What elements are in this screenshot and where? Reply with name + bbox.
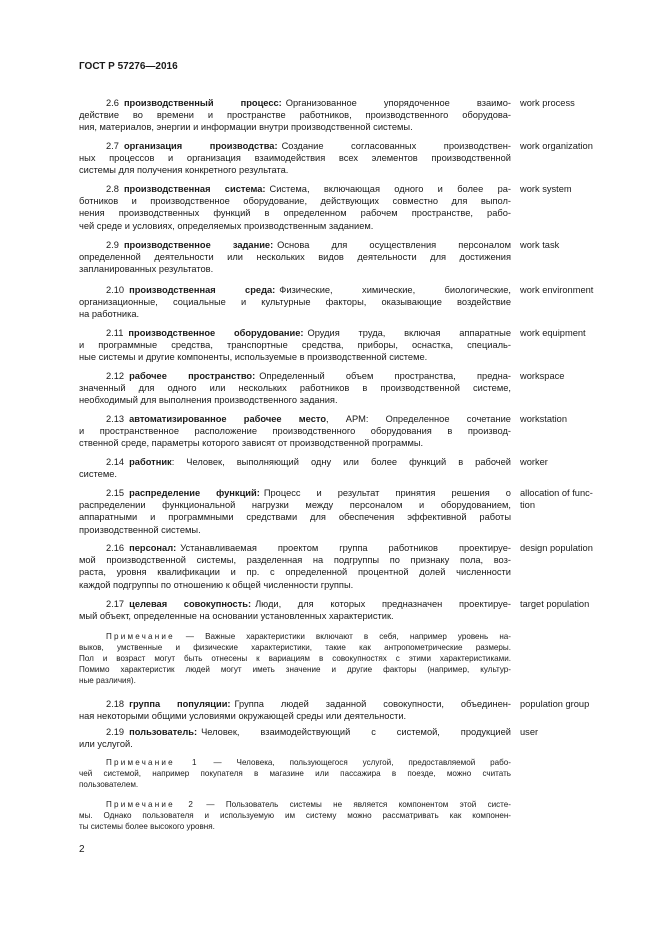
english-equivalent — [520, 726, 620, 738]
definition-number: 2.13 — [106, 414, 125, 424]
english-equivalent — [520, 542, 620, 554]
definition-entry — [79, 97, 511, 134]
definition-entry — [79, 598, 511, 622]
definition-term: пользователь: — [129, 727, 198, 737]
english-term: design population — [520, 543, 593, 553]
definition-text: Организованное упорядоченное взаимо- — [285, 98, 511, 108]
definition-term: автоматизированное рабочее место — [129, 414, 326, 424]
definition-text-line: определенной деятельности или нескольких видов деятельности для достижения — [79, 252, 511, 263]
definition-text-line: каждой подгруппы по отношению к общей численности группы. — [79, 579, 354, 590]
english-term: work system — [520, 184, 572, 194]
english-term: target population — [520, 599, 590, 609]
note-text: — Пользователь системы не является компонентом этой систе- — [195, 800, 511, 809]
definition-first-line — [79, 487, 511, 499]
definition-term: производственный процесс: — [123, 98, 282, 108]
definition-text-line: и программные средства, транспортные средства, приборы, оснастка, специаль- — [79, 340, 511, 351]
english-equivalent — [520, 698, 620, 710]
english-equivalent — [520, 487, 620, 511]
definition-term: рабочее пространство: — [129, 371, 256, 381]
english-term: work task — [520, 240, 560, 250]
definition-text-line: производственной системы. — [79, 524, 201, 535]
definition-first-line — [79, 97, 511, 109]
definition-entry — [79, 284, 511, 321]
definition-text-line: необходимый для выполнения производственного задания. — [79, 395, 338, 406]
definition-term: организация производства: — [123, 141, 278, 151]
note-text: — Важные характеристики включают в себя, например уровень на- — [174, 632, 511, 641]
definition-first-line — [79, 284, 511, 296]
note-label: Примечание 2 — [106, 800, 196, 809]
english-term: population group — [520, 699, 590, 709]
note-block — [79, 800, 511, 833]
definition-entry — [79, 370, 511, 407]
definition-term: персонал: — [129, 543, 177, 553]
definition-entry — [79, 239, 511, 276]
definition-text: Процесс и результат принятия решения о — [263, 488, 511, 498]
definition-entry — [79, 698, 511, 722]
definition-number: 2.8 — [106, 184, 119, 194]
definition-number: 2.15 — [106, 488, 125, 498]
definition-text-line: значенный для одного или нескольких работников в производственной системе, — [79, 383, 511, 394]
definition-number: 2.10 — [106, 285, 125, 295]
definition-text: Создание согласованных производствен- — [281, 141, 511, 151]
definition-text: Люди, для которых предназначен проектируе- — [255, 599, 511, 609]
definition-text: Физические, химические, биологические, — [279, 285, 511, 295]
definition-number: 2.6 — [106, 98, 119, 108]
definition-text-line: ные системы и другие компоненты, используемые в производственной системе. — [79, 352, 428, 363]
english-equivalent — [520, 284, 620, 296]
definition-first-line — [79, 327, 511, 339]
english-term: work equipment — [520, 328, 586, 338]
definition-text-line: мый объект, определенные на основании установленных характеристик. — [79, 611, 394, 622]
english-equivalent — [520, 327, 620, 339]
english-equivalent — [520, 598, 620, 610]
english-equivalent — [520, 456, 620, 468]
definition-text: Устанавливаемая проектом группа работников проектируе- — [180, 543, 511, 553]
definition-text: Группа людей заданной совокупности, объединен- — [234, 699, 511, 709]
english-term: work environment — [520, 285, 594, 295]
definition-number: 2.16 — [106, 543, 125, 553]
definition-text-line: системы для получения конкретного результата. — [79, 165, 289, 176]
english-term: work process — [520, 98, 575, 108]
definition-text-line: организационные, социальные и культурные факторы, оказывающие воздействие — [79, 297, 511, 308]
definition-text-line: мой производственной системы, разделенная на подгруппы по признаку пола, воз- — [79, 555, 511, 566]
definition-first-line — [79, 598, 511, 610]
note-text-line: ты системы более высокого уровня. — [79, 821, 215, 831]
definition-term: производственное оборудование: — [128, 328, 304, 338]
definition-entry — [79, 413, 511, 450]
definition-first-line — [79, 698, 511, 710]
note-text-line: ные различия). — [79, 675, 136, 685]
english-equivalent — [520, 140, 620, 152]
definition-text: Система, включающая одного и более ра- — [269, 184, 512, 194]
definition-entry — [79, 140, 511, 177]
definition-text-line: раста, уровня квалификации и пр. с определенной процентной долей численности — [79, 567, 511, 578]
note-first-line — [79, 800, 511, 811]
definition-text-line: распределении функциональной нагрузки между персоналом и оборудованием, — [79, 500, 511, 511]
english-equivalent — [520, 239, 620, 251]
english-equivalent — [520, 370, 620, 382]
definition-entry — [79, 542, 511, 591]
english-equivalent — [520, 413, 620, 425]
definition-number: 2.11 — [106, 328, 124, 338]
definition-first-line — [79, 370, 511, 382]
document-header: ГОСТ Р 57276—2016 — [79, 61, 178, 72]
definition-term: работник — [129, 457, 172, 467]
note-text-line: пользователем. — [79, 779, 139, 789]
note-text-line: чей системой, например покупателя в магазине или пассажира в поезде, можно считать — [79, 768, 511, 778]
definition-text-line: чей среде и условиях, определяемых производственным заданием. — [79, 220, 374, 231]
definition-text: Человек, взаимодействующий с системой, продукцией — [201, 727, 511, 737]
definition-text-line: и пространственное расположение производственного оборудования в производ- — [79, 426, 511, 437]
note-block — [79, 632, 511, 687]
definition-number: 2.7 — [106, 141, 119, 151]
definition-term: распределение функций: — [129, 488, 260, 498]
definition-number: 2.17 — [106, 599, 125, 609]
definition-text-line: действие во времени и пространстве работников, производственного оборудова- — [79, 110, 511, 121]
definition-text-line: ственной среде, параметры которого зависят от производственной программы. — [79, 438, 424, 449]
definition-first-line — [79, 183, 511, 195]
page-number: 2 — [79, 844, 85, 855]
english-term-continuation: tion — [520, 500, 535, 511]
definition-first-line — [79, 542, 511, 554]
definition-text: Орудия труда, включая аппаратные — [307, 328, 511, 338]
definition-term: производственное задание: — [123, 240, 274, 250]
definition-entry — [79, 456, 511, 480]
definition-number: 2.18 — [106, 699, 125, 709]
english-term: user — [520, 727, 539, 737]
english-term: allocation of func- — [520, 488, 593, 498]
english-term: workstation — [520, 414, 568, 424]
definition-number: 2.9 — [106, 240, 119, 250]
definition-text-line: ных процессов и организация взаимодействия всех элементов производственной — [79, 153, 511, 164]
definition-text-line: запланированных результатов. — [79, 264, 214, 275]
definition-text-line: на работника. — [79, 309, 140, 320]
definition-text-line: аппаратными и программными средствами для обеспечения эффективной работы — [79, 512, 511, 523]
note-text-line: выков, умственные и физические характеристики, такие как антропометрические размеры. — [79, 642, 511, 652]
definition-text-line: нения производственных функций в определенном рабочем пространстве, рабо- — [79, 208, 511, 219]
definition-text: Определенный объем пространства, предна- — [259, 371, 511, 381]
definition-term: производственная среда: — [129, 285, 276, 295]
definition-number: 2.12 — [106, 371, 125, 381]
definition-entry — [79, 487, 511, 536]
definition-text-line: или услугой. — [79, 739, 133, 750]
note-block — [79, 758, 511, 791]
definition-first-line — [79, 456, 511, 468]
definition-first-line — [79, 239, 511, 251]
definition-entry — [79, 327, 511, 364]
note-text-line: мы. Однако пользователя и используемую им систему можно рассматривать как компонен- — [79, 810, 511, 820]
definition-entry — [79, 183, 511, 232]
definition-text-line: системе. — [79, 469, 117, 480]
english-term: worker — [520, 457, 548, 467]
definition-entry — [79, 726, 511, 750]
definition-number: 2.14 — [106, 457, 125, 467]
english-equivalent — [520, 97, 620, 109]
english-term: workspace — [520, 371, 565, 381]
definition-term: производственная система: — [123, 184, 266, 194]
note-text-line: Помимо характеристик людей могут иметь значение и другие факторы (например, культур- — [79, 664, 511, 674]
definition-term: целевая совокупность: — [129, 599, 252, 609]
note-text-line: Пол и возраст могут быть отнесены к вариациям в совокупностях с этими характеристиками. — [79, 653, 511, 663]
definition-number: 2.19 — [106, 727, 125, 737]
definition-text-line: ная некоторыми общими условиями окружающей среды или деятельности. — [79, 711, 407, 722]
definition-text: Основа для осуществления персоналом — [277, 240, 511, 250]
note-first-line — [79, 632, 511, 643]
definition-text-line: ния, материалов, энергии и информации внутри производственной системы. — [79, 122, 413, 133]
english-equivalent — [520, 183, 620, 195]
definition-first-line — [79, 413, 511, 425]
note-first-line — [79, 758, 511, 769]
definition-first-line — [79, 726, 511, 738]
note-label: Примечание 1 — [106, 758, 199, 767]
english-term: work organization — [520, 141, 593, 151]
definition-text-line: ботников и производственное оборудование, действующих совместно для выпол- — [79, 196, 511, 207]
definition-text: , АРМ: Определенное сочетание — [326, 414, 511, 424]
note-text: — Человека, пользующегося услугой, предоставляемой рабо- — [198, 758, 512, 767]
definition-term: группа популяции: — [129, 699, 231, 709]
definition-text: : Человек, выполняющий одну или более функций в рабочей — [171, 457, 511, 467]
note-label: Примечание — [106, 632, 175, 641]
definition-first-line — [79, 140, 511, 152]
